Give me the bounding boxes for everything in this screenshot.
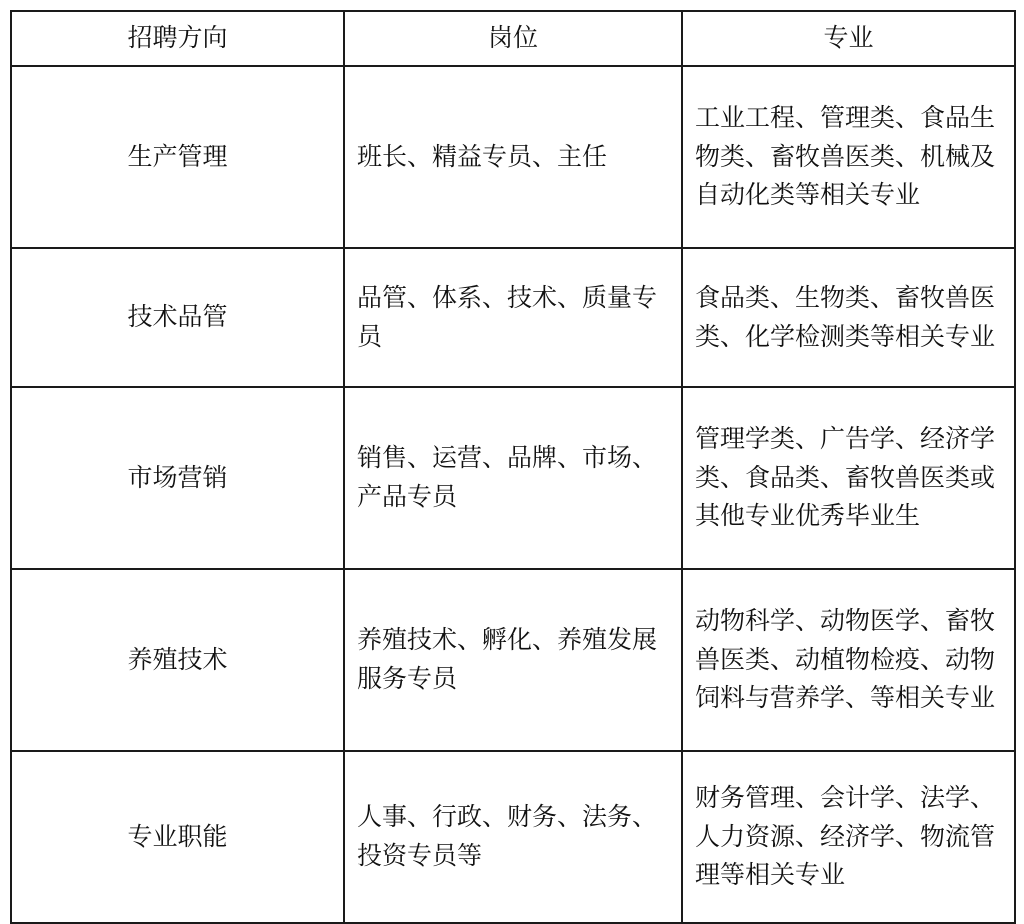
table-body [11, 66, 1015, 923]
table-row [11, 387, 1015, 569]
cell-direction: 养殖技术 [11, 569, 344, 751]
table-header [11, 11, 1015, 66]
cell-position: 品管、体系、技术、质量专员 [344, 248, 682, 387]
cell-major: 动物科学、动物医学、畜牧兽医类、动植物检疫、动物饲料与营养学、等相关专业 [682, 569, 1015, 751]
table-row [11, 248, 1015, 387]
cell-major: 管理学类、广告学、经济学类、食品类、畜牧兽医类或其他专业优秀毕业生 [682, 387, 1015, 569]
header-cell-direction: 招聘方向 [11, 11, 344, 66]
cell-major: 食品类、生物类、畜牧兽医类、化学检测类等相关专业 [682, 248, 1015, 387]
cell-position: 班长、精益专员、主任 [344, 66, 682, 248]
cell-major: 财务管理、会计学、法学、人力资源、经济学、物流管理等相关专业 [682, 751, 1015, 923]
cell-major: 工业工程、管理类、食品生物类、畜牧兽医类、机械及自动化类等相关专业 [682, 66, 1015, 248]
header-row [11, 11, 1015, 66]
header-cell-position: 岗位 [344, 11, 682, 66]
cell-direction: 生产管理 [11, 66, 344, 248]
cell-position: 人事、行政、财务、法务、投资专员等 [344, 751, 682, 923]
cell-direction: 市场营销 [11, 387, 344, 569]
header-cell-major: 专业 [682, 11, 1015, 66]
cell-direction: 专业职能 [11, 751, 344, 923]
table-row [11, 569, 1015, 751]
cell-position: 养殖技术、孵化、养殖发展服务专员 [344, 569, 682, 751]
recruitment-table [10, 10, 1016, 924]
cell-position: 销售、运营、品牌、市场、产品专员 [344, 387, 682, 569]
table-row [11, 66, 1015, 248]
table-row [11, 751, 1015, 923]
cell-direction: 技术品管 [11, 248, 344, 387]
